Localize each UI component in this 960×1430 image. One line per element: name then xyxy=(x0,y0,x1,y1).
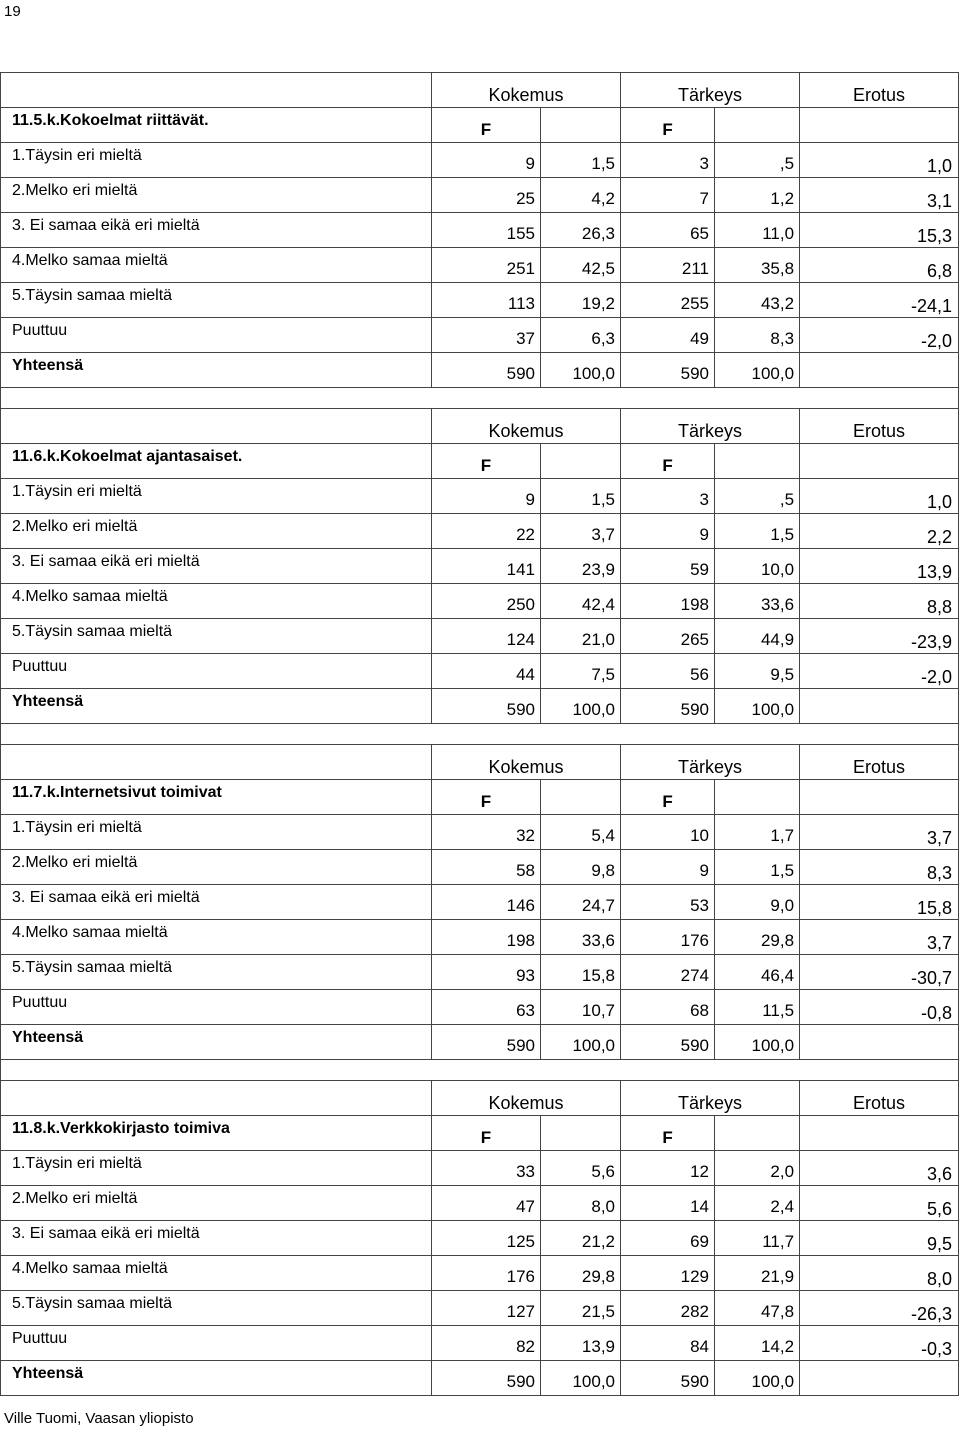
spacer-cell xyxy=(1,1060,959,1081)
table-row xyxy=(1,353,959,388)
table-row xyxy=(1,654,959,689)
erotus-value: -26,3 xyxy=(800,1291,959,1326)
value-cell: 11,0 xyxy=(715,213,800,248)
value-cell: 590 xyxy=(432,689,541,724)
value-cell: 53 xyxy=(621,885,715,920)
value-cell: 590 xyxy=(621,689,715,724)
value-cell: 42,5 xyxy=(541,248,621,283)
header-erotus: Erotus xyxy=(800,745,959,780)
f-label: F xyxy=(621,1116,715,1151)
blank-cell xyxy=(800,444,959,479)
row-label: Yhteensä xyxy=(1,1025,432,1060)
section-title: 11.6.k.Kokoelmat ajantasaiset. xyxy=(1,444,432,479)
f-label: F xyxy=(621,780,715,815)
value-cell: 100,0 xyxy=(715,1025,800,1060)
table-row xyxy=(1,1291,959,1326)
value-cell: 58 xyxy=(432,850,541,885)
value-cell: 590 xyxy=(621,1025,715,1060)
header-kokemus: Kokemus xyxy=(432,73,621,108)
value-cell: 9 xyxy=(432,143,541,178)
value-cell: 11,7 xyxy=(715,1221,800,1256)
table-row xyxy=(1,619,959,654)
value-cell: 141 xyxy=(432,549,541,584)
row-label: 1.Täysin eri mieltä xyxy=(1,143,432,178)
erotus-value: 1,0 xyxy=(800,479,959,514)
value-cell: 9,8 xyxy=(541,850,621,885)
row-label: 5.Täysin samaa mieltä xyxy=(1,283,432,318)
value-cell: 129 xyxy=(621,1256,715,1291)
value-cell: 9 xyxy=(621,514,715,549)
erotus-value: -23,9 xyxy=(800,619,959,654)
table-row xyxy=(1,1151,959,1186)
erotus-value: 3,7 xyxy=(800,815,959,850)
value-cell: 29,8 xyxy=(541,1256,621,1291)
header-tarkeys: Tärkeys xyxy=(621,409,800,444)
row-label: 1.Täysin eri mieltä xyxy=(1,479,432,514)
value-cell: 100,0 xyxy=(715,353,800,388)
row-label: 4.Melko samaa mieltä xyxy=(1,920,432,955)
value-cell: 5,4 xyxy=(541,815,621,850)
value-cell: 37 xyxy=(432,318,541,353)
value-cell: 59 xyxy=(621,549,715,584)
table-row xyxy=(1,885,959,920)
table-row xyxy=(1,920,959,955)
value-cell: 21,9 xyxy=(715,1256,800,1291)
header-kokemus: Kokemus xyxy=(432,745,621,780)
value-cell: 590 xyxy=(621,353,715,388)
table-row xyxy=(1,815,959,850)
value-cell: 282 xyxy=(621,1291,715,1326)
blank-cell xyxy=(541,108,621,143)
header-erotus: Erotus xyxy=(800,73,959,108)
value-cell: 100,0 xyxy=(541,1025,621,1060)
blank-cell xyxy=(800,1116,959,1151)
value-cell: 100,0 xyxy=(715,1361,800,1396)
blank-cell xyxy=(541,444,621,479)
spacer-cell xyxy=(1,724,959,745)
section-title-row xyxy=(1,1116,959,1151)
erotus-value: -0,3 xyxy=(800,1326,959,1361)
value-cell: 35,8 xyxy=(715,248,800,283)
spacer-cell xyxy=(1,388,959,409)
row-label: 3. Ei samaa eikä eri mieltä xyxy=(1,549,432,584)
value-cell: 29,8 xyxy=(715,920,800,955)
table-row xyxy=(1,318,959,353)
header-blank xyxy=(1,745,432,780)
value-cell: 23,9 xyxy=(541,549,621,584)
table-row xyxy=(1,143,959,178)
erotus-value: 13,9 xyxy=(800,549,959,584)
value-cell: 100,0 xyxy=(541,353,621,388)
erotus-value xyxy=(800,1361,959,1396)
row-label: 3. Ei samaa eikä eri mieltä xyxy=(1,1221,432,1256)
erotus-value: -30,7 xyxy=(800,955,959,990)
erotus-value: 2,2 xyxy=(800,514,959,549)
value-cell: 6,3 xyxy=(541,318,621,353)
table-row xyxy=(1,1361,959,1396)
value-cell: 125 xyxy=(432,1221,541,1256)
value-cell: 10,0 xyxy=(715,549,800,584)
value-cell: 255 xyxy=(621,283,715,318)
row-label: 5.Täysin samaa mieltä xyxy=(1,619,432,654)
table-row xyxy=(1,479,959,514)
value-cell: 21,0 xyxy=(541,619,621,654)
value-cell: 14 xyxy=(621,1186,715,1221)
value-cell: 1,2 xyxy=(715,178,800,213)
table-row xyxy=(1,1326,959,1361)
value-cell: 9,5 xyxy=(715,654,800,689)
section-title-row xyxy=(1,108,959,143)
erotus-value: 8,0 xyxy=(800,1256,959,1291)
header-tarkeys: Tärkeys xyxy=(621,73,800,108)
erotus-value: 8,3 xyxy=(800,850,959,885)
erotus-value: 3,6 xyxy=(800,1151,959,1186)
value-cell: 47,8 xyxy=(715,1291,800,1326)
table-row xyxy=(1,850,959,885)
value-cell: 590 xyxy=(621,1361,715,1396)
row-label: Puuttuu xyxy=(1,318,432,353)
value-cell: 33,6 xyxy=(715,584,800,619)
erotus-value xyxy=(800,689,959,724)
f-label: F xyxy=(432,444,541,479)
row-label: 1.Täysin eri mieltä xyxy=(1,815,432,850)
value-cell: 4,2 xyxy=(541,178,621,213)
value-cell: 49 xyxy=(621,318,715,353)
section-title: 11.7.k.Internetsivut toimivat xyxy=(1,780,432,815)
value-cell: 14,2 xyxy=(715,1326,800,1361)
table-row xyxy=(1,213,959,248)
table-row xyxy=(1,248,959,283)
f-label: F xyxy=(621,108,715,143)
table-row xyxy=(1,1221,959,1256)
value-cell: 2,0 xyxy=(715,1151,800,1186)
row-label: 5.Täysin samaa mieltä xyxy=(1,955,432,990)
table-row xyxy=(1,549,959,584)
section-header-row xyxy=(1,73,959,108)
value-cell: 8,0 xyxy=(541,1186,621,1221)
header-kokemus: Kokemus xyxy=(432,409,621,444)
value-cell: 1,5 xyxy=(715,514,800,549)
value-cell: 22 xyxy=(432,514,541,549)
value-cell: 24,7 xyxy=(541,885,621,920)
value-cell: 10 xyxy=(621,815,715,850)
blank-cell xyxy=(800,780,959,815)
section-title-row xyxy=(1,444,959,479)
value-cell: 127 xyxy=(432,1291,541,1326)
value-cell: 13,9 xyxy=(541,1326,621,1361)
erotus-value: 5,6 xyxy=(800,1186,959,1221)
value-cell: 590 xyxy=(432,353,541,388)
footer-author: Ville Tuomi, Vaasan yliopisto xyxy=(4,1410,194,1427)
value-cell: 93 xyxy=(432,955,541,990)
value-cell: 46,4 xyxy=(715,955,800,990)
header-erotus: Erotus xyxy=(800,409,959,444)
value-cell: 5,6 xyxy=(541,1151,621,1186)
value-cell: ,5 xyxy=(715,143,800,178)
value-cell: 69 xyxy=(621,1221,715,1256)
row-label: Yhteensä xyxy=(1,353,432,388)
value-cell: 1,5 xyxy=(541,143,621,178)
row-label: Puuttuu xyxy=(1,990,432,1025)
value-cell: 44,9 xyxy=(715,619,800,654)
value-cell: 113 xyxy=(432,283,541,318)
erotus-value: -24,1 xyxy=(800,283,959,318)
value-cell: 3,7 xyxy=(541,514,621,549)
row-label: 4.Melko samaa mieltä xyxy=(1,248,432,283)
erotus-value xyxy=(800,353,959,388)
header-tarkeys: Tärkeys xyxy=(621,745,800,780)
value-cell: 63 xyxy=(432,990,541,1025)
table-row xyxy=(1,689,959,724)
row-label: Yhteensä xyxy=(1,689,432,724)
section-spacer xyxy=(1,1060,959,1081)
value-cell: 32 xyxy=(432,815,541,850)
header-blank xyxy=(1,73,432,108)
value-cell: 590 xyxy=(432,1361,541,1396)
header-blank xyxy=(1,1081,432,1116)
erotus-value: 6,8 xyxy=(800,248,959,283)
blank-cell xyxy=(715,780,800,815)
section-header-row xyxy=(1,745,959,780)
f-label: F xyxy=(432,108,541,143)
erotus-value: -2,0 xyxy=(800,654,959,689)
value-cell: 25 xyxy=(432,178,541,213)
value-cell: 211 xyxy=(621,248,715,283)
blank-cell xyxy=(541,1116,621,1151)
f-label: F xyxy=(432,780,541,815)
value-cell: 1,5 xyxy=(715,850,800,885)
value-cell: 7,5 xyxy=(541,654,621,689)
erotus-value: 9,5 xyxy=(800,1221,959,1256)
value-cell: 146 xyxy=(432,885,541,920)
table-row xyxy=(1,1256,959,1291)
section-title-row xyxy=(1,780,959,815)
section-header-row xyxy=(1,409,959,444)
erotus-value: 1,0 xyxy=(800,143,959,178)
value-cell: 100,0 xyxy=(541,689,621,724)
value-cell: ,5 xyxy=(715,479,800,514)
table-row xyxy=(1,584,959,619)
value-cell: 56 xyxy=(621,654,715,689)
section-header-row xyxy=(1,1081,959,1116)
value-cell: 7 xyxy=(621,178,715,213)
value-cell: 33 xyxy=(432,1151,541,1186)
value-cell: 176 xyxy=(432,1256,541,1291)
value-cell: 19,2 xyxy=(541,283,621,318)
header-blank xyxy=(1,409,432,444)
value-cell: 2,4 xyxy=(715,1186,800,1221)
value-cell: 43,2 xyxy=(715,283,800,318)
table-row xyxy=(1,955,959,990)
value-cell: 10,7 xyxy=(541,990,621,1025)
value-cell: 1,7 xyxy=(715,815,800,850)
section-title: 11.8.k.Verkkokirjasto toimiva xyxy=(1,1116,432,1151)
row-label: 4.Melko samaa mieltä xyxy=(1,584,432,619)
value-cell: 11,5 xyxy=(715,990,800,1025)
value-cell: 155 xyxy=(432,213,541,248)
row-label: 2.Melko eri mieltä xyxy=(1,178,432,213)
value-cell: 33,6 xyxy=(541,920,621,955)
section-spacer xyxy=(1,388,959,409)
survey-results-table xyxy=(0,72,959,1396)
value-cell: 9 xyxy=(621,850,715,885)
value-cell: 265 xyxy=(621,619,715,654)
value-cell: 26,3 xyxy=(541,213,621,248)
value-cell: 124 xyxy=(432,619,541,654)
row-label: 5.Täysin samaa mieltä xyxy=(1,1291,432,1326)
value-cell: 3 xyxy=(621,143,715,178)
value-cell: 1,5 xyxy=(541,479,621,514)
row-label: Puuttuu xyxy=(1,1326,432,1361)
row-label: 3. Ei samaa eikä eri mieltä xyxy=(1,213,432,248)
value-cell: 21,5 xyxy=(541,1291,621,1326)
erotus-value: 3,1 xyxy=(800,178,959,213)
value-cell: 250 xyxy=(432,584,541,619)
value-cell: 84 xyxy=(621,1326,715,1361)
value-cell: 100,0 xyxy=(715,689,800,724)
erotus-value: -0,8 xyxy=(800,990,959,1025)
value-cell: 44 xyxy=(432,654,541,689)
value-cell: 65 xyxy=(621,213,715,248)
value-cell: 68 xyxy=(621,990,715,1025)
row-label: 2.Melko eri mieltä xyxy=(1,1186,432,1221)
blank-cell xyxy=(715,108,800,143)
value-cell: 3 xyxy=(621,479,715,514)
erotus-value: 3,7 xyxy=(800,920,959,955)
page-number: 19 xyxy=(4,3,21,20)
value-cell: 590 xyxy=(432,1025,541,1060)
table-row xyxy=(1,178,959,213)
value-cell: 8,3 xyxy=(715,318,800,353)
value-cell: 100,0 xyxy=(541,1361,621,1396)
value-cell: 9 xyxy=(432,479,541,514)
blank-cell xyxy=(800,108,959,143)
header-kokemus: Kokemus xyxy=(432,1081,621,1116)
f-label: F xyxy=(621,444,715,479)
value-cell: 274 xyxy=(621,955,715,990)
row-label: 1.Täysin eri mieltä xyxy=(1,1151,432,1186)
header-tarkeys: Tärkeys xyxy=(621,1081,800,1116)
value-cell: 12 xyxy=(621,1151,715,1186)
row-label: 3. Ei samaa eikä eri mieltä xyxy=(1,885,432,920)
row-label: 4.Melko samaa mieltä xyxy=(1,1256,432,1291)
erotus-value: 15,8 xyxy=(800,885,959,920)
value-cell: 82 xyxy=(432,1326,541,1361)
row-label: Yhteensä xyxy=(1,1361,432,1396)
row-label: Puuttuu xyxy=(1,654,432,689)
section-spacer xyxy=(1,724,959,745)
erotus-value: 15,3 xyxy=(800,213,959,248)
erotus-value: 8,8 xyxy=(800,584,959,619)
table-row xyxy=(1,283,959,318)
value-cell: 198 xyxy=(432,920,541,955)
row-label: 2.Melko eri mieltä xyxy=(1,850,432,885)
value-cell: 42,4 xyxy=(541,584,621,619)
section-title: 11.5.k.Kokoelmat riittävät. xyxy=(1,108,432,143)
value-cell: 9,0 xyxy=(715,885,800,920)
value-cell: 21,2 xyxy=(541,1221,621,1256)
value-cell: 47 xyxy=(432,1186,541,1221)
table-row xyxy=(1,990,959,1025)
row-label: 2.Melko eri mieltä xyxy=(1,514,432,549)
table-row xyxy=(1,514,959,549)
blank-cell xyxy=(541,780,621,815)
erotus-value xyxy=(800,1025,959,1060)
value-cell: 198 xyxy=(621,584,715,619)
value-cell: 251 xyxy=(432,248,541,283)
blank-cell xyxy=(715,1116,800,1151)
value-cell: 15,8 xyxy=(541,955,621,990)
table-row xyxy=(1,1186,959,1221)
table-row xyxy=(1,1025,959,1060)
value-cell: 176 xyxy=(621,920,715,955)
erotus-value: -2,0 xyxy=(800,318,959,353)
header-erotus: Erotus xyxy=(800,1081,959,1116)
blank-cell xyxy=(715,444,800,479)
f-label: F xyxy=(432,1116,541,1151)
